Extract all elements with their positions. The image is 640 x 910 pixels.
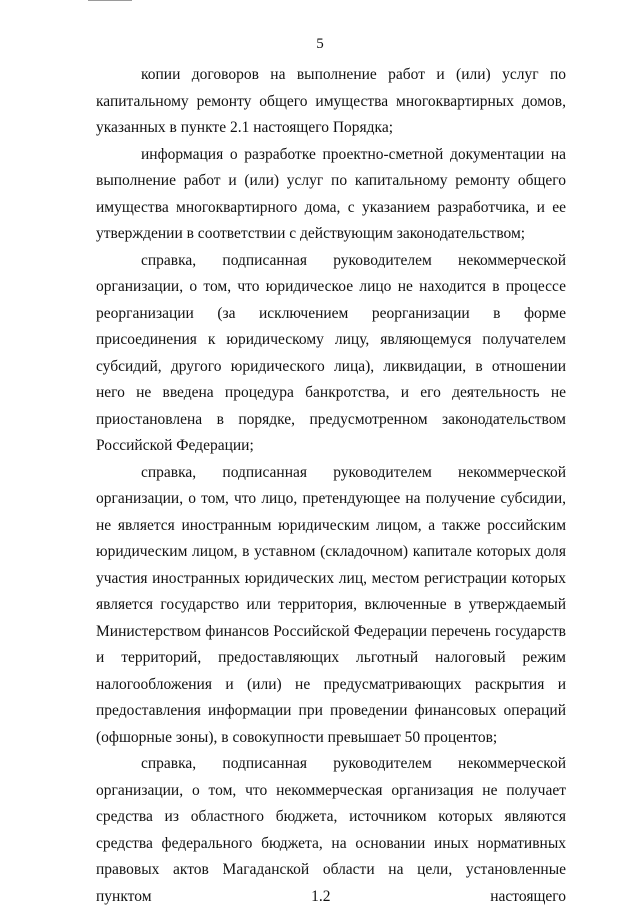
paragraph-design-documentation: информация о разработке проектно-сметной документации на выполнение работ и (или) услуг по капитальному ремонту общего имущества многоквартирного дома, с указанием разработчика, и ее утверждении в соответствии с действующим законодательством; <box>96 145 566 242</box>
page-number: 5 <box>316 36 324 52</box>
top-edge-mark <box>88 0 132 1</box>
paragraph-contract-copies: копии договоров на выполнение работ и (или) услуг по капитальному ремонту общего имущества многоквартирных домов, указанных в пункте 2.1 настоящего Порядка; <box>96 66 566 136</box>
document-body <box>96 62 566 910</box>
paragraph-budget-funds-certificate: справка, подписанная руководителем некоммерческой организации, о том, что некоммерческая организация не получает средства из областного бюджета, источником которых являются средства федерального бюджета, на основании иных нормативных правовых актов Магаданской области на цели, установленные пунктом 1.2 настоящего <box>96 755 566 905</box>
paragraph-foreign-entity-certificate: справка, подписанная руководителем некоммерческой организации, о том, что лицо, претендующее на получение субсидии, не является иностранным юридическим лицом, а также российским юридическим лицом, в уставном (складочном) капитале которых доля участия иностранных юридических лиц, местом регистрации которых является государство или территория, включенные в утверждаемый Министерством финансов Российской Федерации перечень государств и территорий, предоставляющих льготный налоговый режим налогообложения и (или) не предусматривающих раскрытия и предоставления информации при проведении финансовых операций (офшорные зоны), в совокупности превышает 50 процентов; <box>96 463 566 746</box>
paragraph-reorganization-certificate: справка, подписанная руководителем некоммерческой организации, о том, что юридическое лицо не находится в процессе реорганизации (за исключением реорганизации в форме присоединения к юридическому лицу, являющемуся получателем субсидий, другого юридического лица), ликвидации, в отношении него не введена процедура банкротства, и его деятельность не приостановлена в порядке, предусмотренном законодательством Российской Федерации; <box>96 251 566 454</box>
